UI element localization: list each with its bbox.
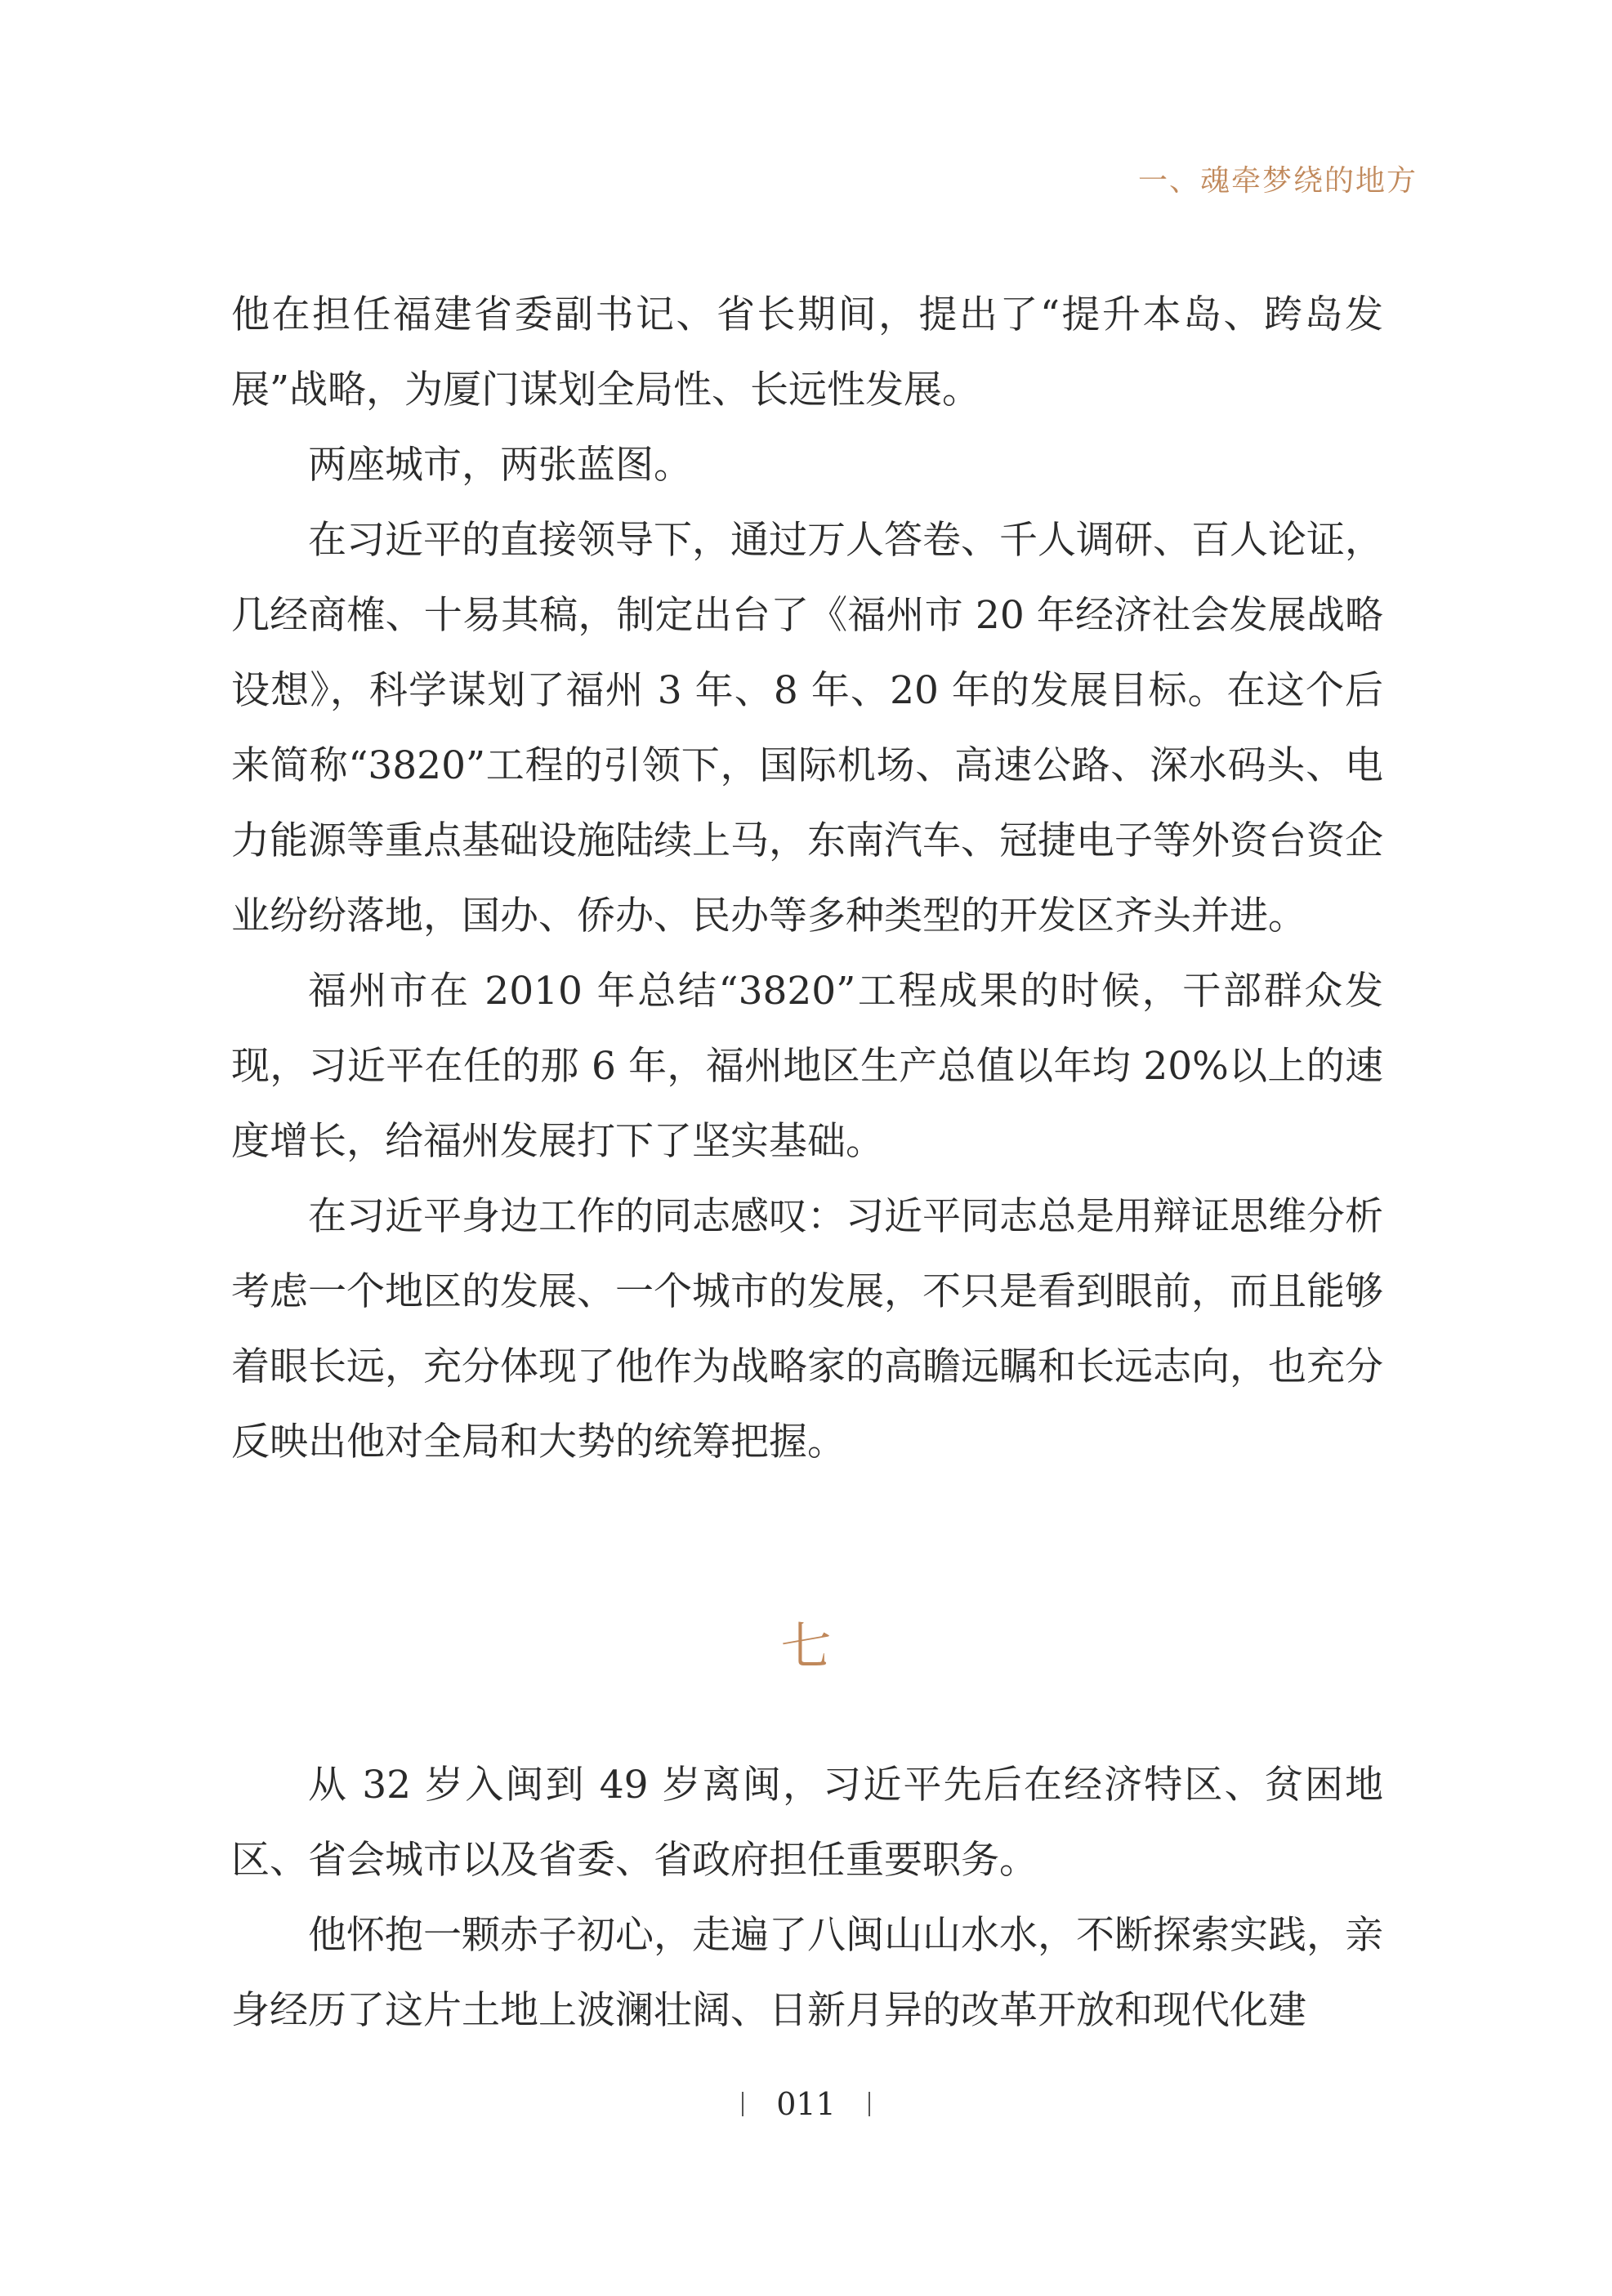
folio-left-rule	[742, 2092, 743, 2116]
page-number: 011	[776, 2086, 836, 2122]
paragraph: 从 32 岁入闽到 49 岁离闽，习近平先后在经济特区、贫困地区、省会城市以及省委、省政府担任重要职务。	[231, 1763, 1383, 1883]
paragraph: 在习近平的直接领导下，通过万人答卷、千人调研、百人论证，几经商榷、十易其稿，制定出台了《福州市 20 年经济社会发展战略设想》，科学谋划了福州 3 年、8 年、20 年的发展目标。在这个后来简称“3820”工程的引领下，国际机场、高速公路、深水码头、电力能源等重点基础设施陆续上马，东南汽车、冠捷电子等外资台资企业纷纷落地，国办、侨办、民办等多种类型的开发区齐头并进。	[231, 518, 1383, 938]
paragraph: 两座城市，两张蓝图。	[308, 443, 692, 488]
paragraph-continuation: 他在担任福建省委副书记、省长期间，提出了“提升本岛、跨岛发展”战略，为厦门谋划全局性、长远性发展。	[231, 292, 1383, 412]
body-text-bottom	[231, 1748, 1383, 2049]
paragraph: 他怀抱一颗赤子初心，走遍了八闽山山水水，不断探索实践，亲身经历了这片土地上波澜壮阔、日新月异的改革开放和现代化建	[231, 1913, 1383, 2033]
paragraph: 福州市在 2010 年总结“3820”工程成果的时候，干部群众发现，习近平在任的那 6 年，福州地区生产总值以年均 20%以上的速度增长，给福州发展打下了坚实基础。	[231, 969, 1383, 1164]
body-text-top	[231, 278, 1383, 1480]
running-header: 一、魂牵梦绕的地方	[1137, 164, 1418, 198]
folio-right-rule	[869, 2092, 870, 2116]
section-numeral: 七	[780, 1616, 832, 1676]
paragraph: 在习近平身边工作的同志感叹：习近平同志总是用辩证思维分析考虑一个地区的发展、一个城市的发展，不只是看到眼前，而且能够着眼长远，充分体现了他作为战略家的高瞻远瞩和长远志向，也充分反映出他对全局和大势的统筹把握。	[231, 1194, 1383, 1465]
page-footer	[0, 2086, 1612, 2122]
